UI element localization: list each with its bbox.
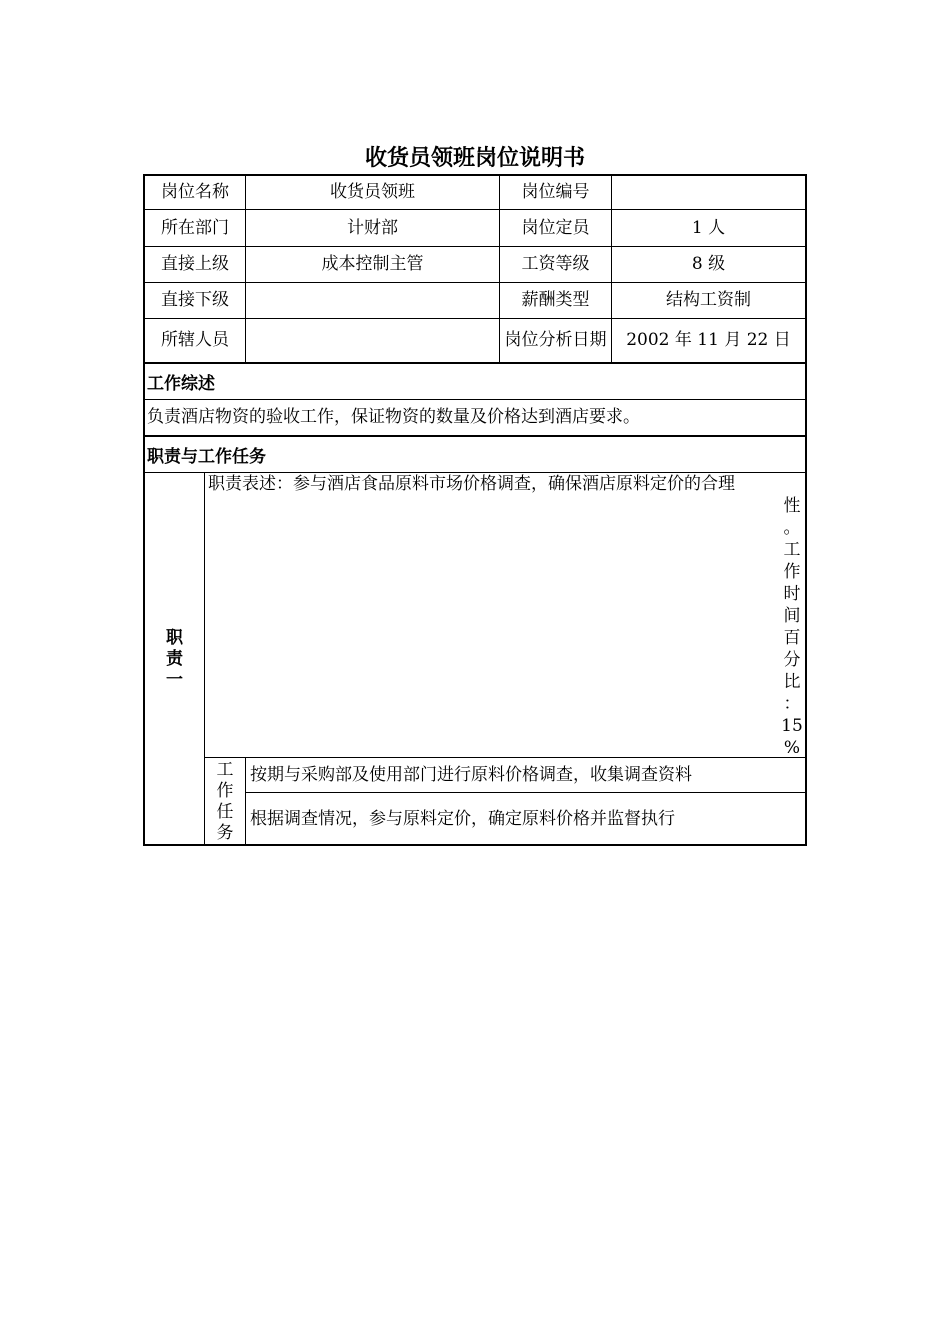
value-staff-under (246, 319, 499, 362)
value-position-name: 收货员领班 (330, 182, 415, 202)
label-direct-superior: 直接上级 (161, 254, 229, 274)
duties-heading: 职责与工作任务 (147, 447, 266, 467)
label-pay-type: 薪酬类型 (521, 290, 590, 310)
summary-heading: 工作综述 (147, 374, 215, 394)
task-item: 按期与采购部及使用部门进行原料价格调查，收集调查资料 (250, 764, 692, 785)
label-department: 所在部门 (161, 217, 229, 238)
duty-one-label: 职 责 一 (166, 627, 183, 690)
label-salary-grade: 工资等级 (521, 254, 590, 274)
task-item: 根据调查情况，参与原料定价，确定原料价格并监督执行 (250, 808, 675, 829)
label-analysis-date: 岗位分析日期 (504, 330, 607, 350)
label-direct-subordinate: 直接下级 (161, 290, 229, 310)
tasks-label: 工 作 任 务 (216, 759, 234, 843)
duty-description (208, 473, 804, 495)
document-title: 收货员领班岗位说明书 (364, 146, 585, 171)
duty-description-text: 职责表述：参与酒店食品原料市场价格调查，确保酒店原料定价的合理 (208, 474, 735, 494)
summary-text: 负责酒店物资的验收工作，保证物资的数量及价格达到酒店要求。 (147, 407, 640, 427)
value-direct-subordinate (246, 283, 499, 318)
value-direct-superior: 成本控制主管 (321, 254, 424, 274)
value-pay-type: 结构工资制 (666, 290, 751, 310)
label-position-name: 岗位名称 (161, 182, 229, 202)
duty-description-overflow: 性 。 工 作 时 间 百 分 比 ： 15 % (781, 496, 803, 758)
value-department: 计财部 (347, 217, 398, 238)
value-headcount: 1 人 (691, 217, 726, 238)
label-staff-under: 所辖人员 (161, 330, 229, 350)
value-position-code (612, 176, 805, 209)
value-analysis-date: 2002 年 11 月 22 日 (626, 330, 791, 350)
label-position-code: 岗位编号 (521, 182, 590, 202)
value-salary-grade: 8 级 (691, 254, 726, 274)
label-headcount: 岗位定员 (521, 217, 590, 238)
